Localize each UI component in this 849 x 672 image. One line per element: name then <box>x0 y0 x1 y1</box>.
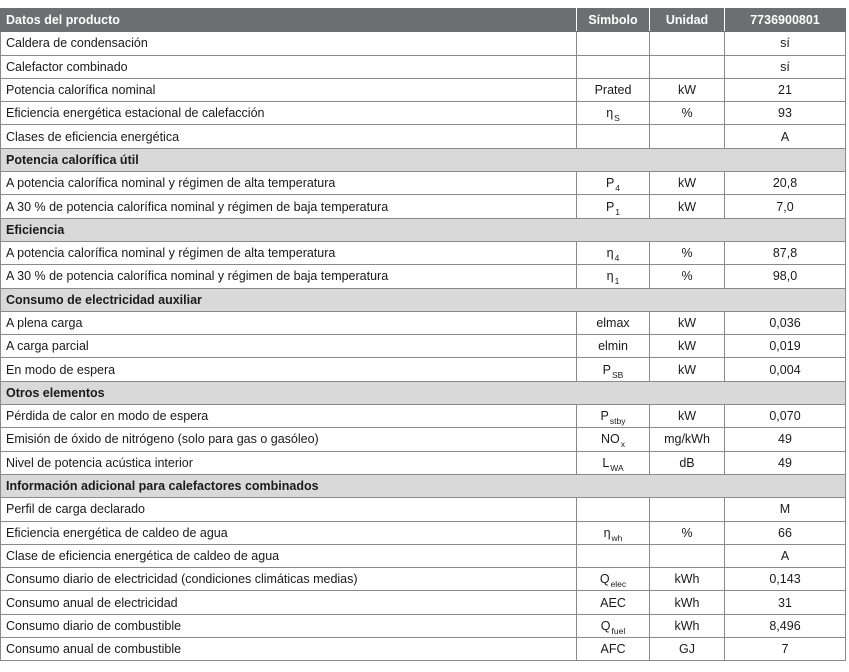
symbol-subscript: SB <box>612 369 624 380</box>
unit-cell: kW <box>650 335 725 358</box>
unit-cell: kWh <box>650 591 725 614</box>
value-cell: 0,019 <box>725 335 846 358</box>
parameter-label: Pérdida de calor en modo de espera <box>1 405 577 428</box>
parameter-label: Perfil de carga declarado <box>1 498 577 521</box>
parameter-label: Clases de eficiencia energética <box>1 125 577 148</box>
section-header-row <box>1 148 846 171</box>
table-row <box>1 311 846 334</box>
header-unit: Unidad <box>650 9 725 32</box>
value-cell: A <box>725 125 846 148</box>
value-cell: 7,0 <box>725 195 846 218</box>
table-row <box>1 544 846 567</box>
parameter-label: A potencia calorífica nominal y régimen de alta temperatura <box>1 172 577 195</box>
value-cell: 7 <box>725 638 846 661</box>
table-row <box>1 638 846 661</box>
symbol-cell <box>577 544 650 567</box>
product-data-sheet <box>0 8 845 661</box>
parameter-label: A potencia calorífica nominal y régimen de alta temperatura <box>1 241 577 264</box>
value-cell: sí <box>725 55 846 78</box>
table-row <box>1 265 846 288</box>
parameter-label: Caldera de condensación <box>1 32 577 55</box>
table-row <box>1 78 846 101</box>
parameter-label: Consumo anual de electricidad <box>1 591 577 614</box>
symbol-subscript: 4 <box>614 253 620 264</box>
value-cell: 20,8 <box>725 172 846 195</box>
symbol-cell <box>577 568 650 591</box>
unit-cell: kW <box>650 78 725 101</box>
product-data-table <box>0 8 846 661</box>
symbol-cell <box>577 125 650 148</box>
header-symbol: Símbolo <box>577 9 650 32</box>
parameter-label: Potencia calorífica nominal <box>1 78 577 101</box>
unit-cell: kWh <box>650 568 725 591</box>
section-title: Información adicional para calefactores combinados <box>1 474 846 497</box>
section-header-row <box>1 288 846 311</box>
symbol-text: NO <box>601 432 620 447</box>
symbol-text: AEC <box>600 595 626 610</box>
unit-cell: GJ <box>650 638 725 661</box>
parameter-label: Consumo diario de combustible <box>1 614 577 637</box>
symbol-cell <box>577 78 650 101</box>
parameter-label: A carga parcial <box>1 335 577 358</box>
table-body <box>1 32 846 661</box>
value-cell: 21 <box>725 78 846 101</box>
unit-cell: % <box>650 102 725 125</box>
symbol-subscript: 1 <box>615 206 621 217</box>
symbol-cell <box>577 638 650 661</box>
symbol-subscript: elec <box>610 579 627 590</box>
symbol-cell <box>577 358 650 381</box>
symbol-text: η <box>603 525 611 540</box>
parameter-label: A plena carga <box>1 311 577 334</box>
unit-cell: kW <box>650 172 725 195</box>
parameter-label: Consumo diario de electricidad (condiciones climáticas medias) <box>1 568 577 591</box>
symbol-subscript: fuel <box>611 625 626 636</box>
symbol-cell <box>577 335 650 358</box>
symbol-text: η <box>606 269 614 284</box>
parameter-label: A 30 % de potencia calorífica nominal y régimen de baja temperatura <box>1 195 577 218</box>
symbol-cell <box>577 614 650 637</box>
section-header-row <box>1 381 846 404</box>
symbol-text: η <box>606 246 614 261</box>
table-row <box>1 521 846 544</box>
section-title: Potencia calorífica útil <box>1 148 846 171</box>
symbol-text: Q <box>600 618 611 633</box>
table-header-row <box>1 9 846 32</box>
symbol-cell <box>577 591 650 614</box>
unit-cell: kWh <box>650 614 725 637</box>
symbol-cell <box>577 195 650 218</box>
symbol-cell <box>577 265 650 288</box>
table-row <box>1 428 846 451</box>
symbol-cell <box>577 311 650 334</box>
unit-cell: % <box>650 241 725 264</box>
symbol-text: AFC <box>600 642 626 657</box>
symbol-cell <box>577 172 650 195</box>
table-row <box>1 172 846 195</box>
unit-cell: % <box>650 265 725 288</box>
unit-cell <box>650 32 725 55</box>
unit-cell: kW <box>650 311 725 334</box>
unit-cell: kW <box>650 195 725 218</box>
parameter-label: En modo de espera <box>1 358 577 381</box>
symbol-text: L <box>602 455 610 470</box>
symbol-subscript: WA <box>610 462 624 473</box>
value-cell: sí <box>725 32 846 55</box>
symbol-text: elmin <box>598 339 628 354</box>
section-header-row <box>1 218 846 241</box>
table-row <box>1 358 846 381</box>
section-title: Eficiencia <box>1 218 846 241</box>
value-cell: 98,0 <box>725 265 846 288</box>
value-cell: 49 <box>725 428 846 451</box>
table-row <box>1 32 846 55</box>
value-cell: 0,004 <box>725 358 846 381</box>
table-row <box>1 195 846 218</box>
table-row <box>1 498 846 521</box>
value-cell: 87,8 <box>725 241 846 264</box>
symbol-cell <box>577 102 650 125</box>
section-title: Otros elementos <box>1 381 846 404</box>
symbol-subscript: wh <box>611 532 623 543</box>
unit-cell: mg/kWh <box>650 428 725 451</box>
symbol-subscript: stby <box>609 416 626 427</box>
symbol-cell <box>577 405 650 428</box>
symbol-subscript: x <box>620 439 625 450</box>
symbol-text: Q <box>599 572 610 587</box>
section-title: Consumo de electricidad auxiliar <box>1 288 846 311</box>
symbol-text: P <box>605 176 615 191</box>
table-row <box>1 405 846 428</box>
table-row <box>1 55 846 78</box>
parameter-label: Calefactor combinado <box>1 55 577 78</box>
header-product-data: Datos del producto <box>1 9 577 32</box>
symbol-subscript: 1 <box>614 276 620 287</box>
parameter-label: Clase de eficiencia energética de caldeo de agua <box>1 544 577 567</box>
unit-cell: kW <box>650 358 725 381</box>
value-cell: 49 <box>725 451 846 474</box>
symbol-cell <box>577 241 650 264</box>
value-cell: 93 <box>725 102 846 125</box>
value-cell: 66 <box>725 521 846 544</box>
symbol-text: η <box>606 106 614 121</box>
symbol-text: P <box>605 199 615 214</box>
unit-cell <box>650 498 725 521</box>
value-cell: A <box>725 544 846 567</box>
value-cell: 8,496 <box>725 614 846 637</box>
symbol-cell <box>577 521 650 544</box>
header-model-number: 7736900801 <box>725 9 846 32</box>
unit-cell: % <box>650 521 725 544</box>
table-row <box>1 102 846 125</box>
unit-cell <box>650 544 725 567</box>
parameter-label: Eficiencia energética estacional de calefacción <box>1 102 577 125</box>
section-header-row <box>1 474 846 497</box>
parameter-label: Consumo anual de combustible <box>1 638 577 661</box>
value-cell: 0,143 <box>725 568 846 591</box>
table-row <box>1 241 846 264</box>
symbol-cell <box>577 428 650 451</box>
symbol-cell <box>577 55 650 78</box>
table-row <box>1 451 846 474</box>
symbol-subscript: S <box>614 113 620 124</box>
table-row <box>1 568 846 591</box>
symbol-subscript: 4 <box>615 183 621 194</box>
unit-cell: dB <box>650 451 725 474</box>
value-cell: 31 <box>725 591 846 614</box>
symbol-cell <box>577 451 650 474</box>
unit-cell <box>650 55 725 78</box>
value-cell: 0,070 <box>725 405 846 428</box>
unit-cell: kW <box>650 405 725 428</box>
parameter-label: Emisión de óxido de nitrógeno (solo para gas o gasóleo) <box>1 428 577 451</box>
value-cell: M <box>725 498 846 521</box>
parameter-label: Nivel de potencia acústica interior <box>1 451 577 474</box>
symbol-text: elmax <box>596 316 630 330</box>
unit-cell <box>650 125 725 148</box>
table-row <box>1 614 846 637</box>
parameter-label: Eficiencia energética de caldeo de agua <box>1 521 577 544</box>
symbol-text: P <box>602 362 611 377</box>
symbol-text: Prated <box>594 83 632 98</box>
symbol-text: P <box>600 409 609 424</box>
value-cell: 0,036 <box>725 311 846 334</box>
parameter-label: A 30 % de potencia calorífica nominal y régimen de baja temperatura <box>1 265 577 288</box>
symbol-cell <box>577 32 650 55</box>
symbol-cell <box>577 498 650 521</box>
table-row <box>1 335 846 358</box>
table-row <box>1 591 846 614</box>
table-row <box>1 125 846 148</box>
